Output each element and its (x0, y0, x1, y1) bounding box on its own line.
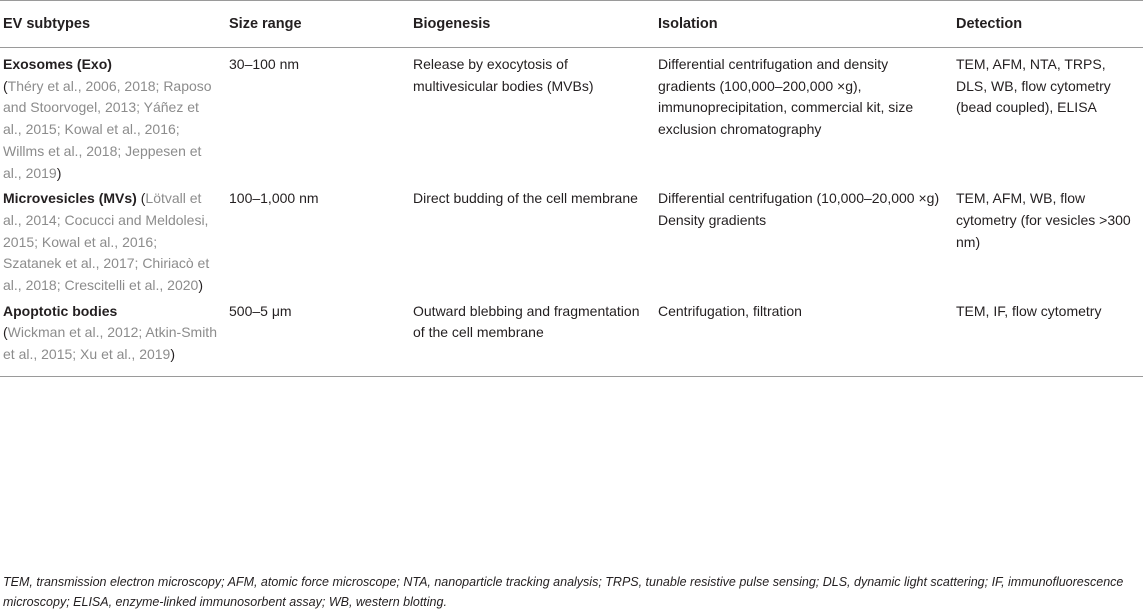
table-row-apoptotic-bodies (0, 299, 1143, 377)
subtype-name: Apoptotic bodies (3, 302, 118, 319)
cell-detection: TEM, AFM, NTA, TRPS, DLS, WB, flow cytometry (bead coupled), ELISA (956, 56, 1111, 116)
subtype-references[interactable]: Wickman et al., 2012; Atkin-Smith et al., 2015; Xu et al., 2019 (3, 324, 217, 363)
cell-subtype: Apoptotic bodies (Wickman et al., 2012; Atkin-Smith et al., 2015; Xu et al., 2019) (0, 299, 226, 377)
table-footnote: TEM, transmission electron microscopy; AFM, atomic force microscope; NTA, nanoparticle tracking analysis; TRPS, tunable resistive pulse sensing; DLS, dynamic light scattering; IF, immunofluorescence microscopy; ELISA, enzyme-linked immunosorbent assay; WB, western blotting. (3, 575, 1124, 609)
header-size-range: Size range (226, 1, 410, 48)
cell-detection: TEM, IF, flow cytometry (953, 299, 1143, 377)
subtype-references[interactable]: Lötvall et al., 2014; Cocucci and Meldolesi, 2015; Kowal et al., 2016; Szatanek et al., 2017; Chiriacò et al., 2018; Crescitelli et al., 2020 (3, 190, 210, 294)
subtype-references[interactable]: Théry et al., 2006, 2018; Raposo and Stoorvogel, 2013; Yáñez et al., 2015; Kowal et al., 2016; Willms et al., 2018; Jeppesen et al., 2019 (3, 77, 212, 181)
cell-size-range: 100–1,000 nm (229, 190, 319, 207)
subtype-name: Microvesicles (MVs) (3, 190, 137, 207)
cell-size-range: 30–100 nm (229, 56, 300, 72)
cell-subtype: Exosomes (Exo) (Théry et al., 2006, 2018; Raposo and Stoorvogel, 2013; Yáñez et al., 2015; Kowal et al., 2016; Willms et al., 2018; Jeppesen et al., 2019) (3, 56, 212, 181)
cell-isolation: Differential centrifugation and density gradients (100,000–200,000 ×g), immunoprecipitation, commercial kit, size exclusion chromatography (658, 56, 914, 138)
cell-detection: TEM, AFM, WB, flow cytometry (for vesicles >300 nm) (956, 190, 1131, 250)
cell-biogenesis: Direct budding of the cell membrane (413, 190, 638, 207)
header-isolation: Isolation (655, 1, 953, 48)
cell-biogenesis: Outward blebbing and fragmentation of the cell membrane (410, 299, 655, 377)
table-row-exosomes (0, 48, 1143, 187)
header-biogenesis: Biogenesis (410, 1, 655, 48)
cell-size-range: 500–5 μm (226, 299, 410, 377)
header-ev-subtypes: EV subtypes (0, 1, 226, 48)
table-row-microvesicles (0, 186, 1143, 299)
cell-biogenesis: Release by exocytosis of multivesicular bodies (MVBs) (413, 56, 594, 94)
table-header-row (0, 1, 1143, 48)
header-detection: Detection (953, 1, 1143, 48)
subtype-name: Exosomes (Exo) (3, 56, 112, 72)
cell-subtype: Microvesicles (MVs) (Lötvall et al., 2014; Cocucci and Meldolesi, 2015; Kowal et al., 2016; Szatanek et al., 2017; Chiriacò et al., 2018; Crescitelli et al., 2020) (3, 190, 210, 294)
cell-isolation: Differential centrifugation (10,000–20,000 ×g) Density gradients (658, 190, 940, 228)
cell-isolation: Centrifugation, filtration (655, 299, 953, 377)
